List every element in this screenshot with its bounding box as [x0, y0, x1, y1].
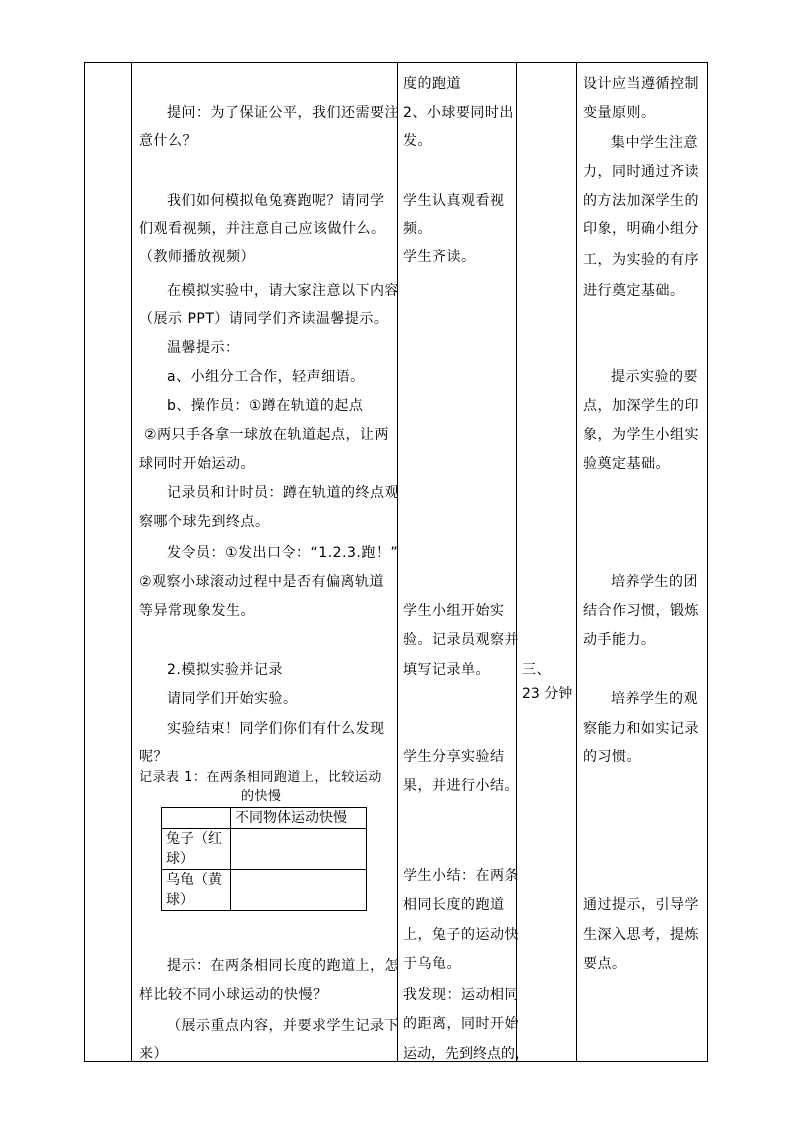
- teacher-hint: 提示：在两条相同长度的跑道上，怎: [167, 958, 399, 974]
- design-intent: 进行奠定基础。: [583, 283, 685, 299]
- student-text: 学生认真观看视: [403, 193, 505, 209]
- design-intent: 通过提示，引导学: [583, 897, 699, 913]
- tips-item: 察哪个球先到终点。: [139, 514, 270, 530]
- design-intent: 象，为学生小组实: [583, 427, 699, 443]
- tips-item: 等异常现象发生。: [139, 603, 255, 619]
- student-text: 运动，先到终点的，: [403, 1046, 529, 1062]
- student-text: 的距离，同时开始: [403, 1016, 519, 1032]
- tips-item: 发令员：①发出口令：“1.2.3.跑！”: [167, 545, 399, 561]
- student-text: 频。: [403, 221, 432, 237]
- design-intent: 验奠定基础。: [583, 456, 670, 472]
- student-text: 果，并进行小结。: [403, 778, 519, 794]
- table-cell: [231, 829, 367, 870]
- column-divider: [516, 62, 517, 1062]
- tips-item: ②两只手各拿一球放在轨道起点，让两: [144, 427, 390, 443]
- teacher-question: 提问：为了保证公平，我们还需要注: [167, 105, 399, 121]
- tips-item: 球同时开始运动。: [139, 456, 255, 472]
- design-intent: 设计应当遵循控制: [583, 76, 699, 92]
- tips-item: 记录员和计时员：蹲在轨道的终点观: [167, 485, 399, 501]
- student-text: 度的跑道: [403, 76, 461, 92]
- column-divider: [131, 62, 132, 1062]
- design-intent: 生深入思考，提炼: [583, 927, 699, 943]
- design-intent: 察能力和如实记录: [583, 721, 699, 737]
- student-text: 学生小结：在两条: [403, 868, 519, 884]
- table-header-cell: 不同物体运动快慢: [231, 808, 367, 829]
- design-intent: 变量原则。: [583, 105, 656, 121]
- design-intent: 培养学生的团: [611, 574, 698, 590]
- student-text: 我发现：运动相同: [403, 987, 519, 1003]
- teacher-text: （展示 PPT）请同学们齐读温馨提示。: [139, 311, 389, 327]
- record-table: [161, 807, 367, 911]
- teacher-text: 在模拟实验中，请大家注意以下内容: [167, 283, 399, 299]
- design-intent: 培养学生的观: [611, 691, 698, 707]
- teacher-text: 请同学们开始实验。: [167, 691, 298, 707]
- teacher-text: 呢？: [139, 749, 168, 765]
- design-intent: 要点。: [583, 956, 627, 972]
- student-text: 2、小球要同时出: [403, 105, 514, 121]
- tips-item: ②观察小球滚动过程中是否有偏离轨道: [139, 574, 385, 590]
- student-text: 填写记录单。: [403, 662, 490, 678]
- teacher-text: 来）: [139, 1046, 168, 1062]
- teacher-question: 意什么？: [139, 133, 197, 149]
- table-cell: [162, 808, 231, 829]
- design-intent: 印象，明确小组分: [583, 221, 699, 237]
- student-text: 相同长度的跑道: [403, 897, 505, 913]
- record-table-title: 记录表 1：在两条相同跑道上，比较运动: [139, 770, 382, 785]
- tips-heading: 温馨提示：: [167, 340, 240, 356]
- teacher-text: （教师播放视频）: [139, 249, 255, 265]
- design-intent: 集中学生注意: [611, 135, 698, 151]
- student-text: 学生小组开始实: [403, 603, 505, 619]
- design-intent: 提示实验的要: [611, 369, 698, 385]
- table-row-label: 兔子（红 球）: [162, 829, 231, 870]
- design-intent: 结合作习惯，锻炼: [583, 603, 699, 619]
- section-heading: 2.模拟实验并记录: [167, 662, 283, 678]
- design-intent: 的习惯。: [583, 749, 641, 765]
- teacher-text: 实验结束！同学们你们有什么发现: [167, 721, 385, 737]
- tips-item: b、操作员：①蹲在轨道的起点: [167, 398, 364, 414]
- design-intent: 点，加深学生的印: [583, 398, 699, 414]
- design-intent: 动手能力。: [583, 632, 656, 648]
- student-text: 学生分享实验结: [403, 749, 505, 765]
- table-row-label: 乌龟（黄 球）: [162, 870, 231, 911]
- student-text: 上，兔子的运动快: [403, 927, 519, 943]
- stage-label: 三、: [522, 662, 551, 678]
- design-intent: 的方法加深学生的: [583, 193, 699, 209]
- teacher-text: 我们如何模拟龟兔赛跑呢？请同学: [167, 193, 385, 209]
- table-cell: [231, 870, 367, 911]
- design-intent: 工，为实验的有序: [583, 252, 699, 268]
- column-divider: [576, 62, 577, 1062]
- teacher-text: （展示重点内容，并要求学生记录下: [167, 1018, 399, 1034]
- student-text: 学生齐读。: [403, 249, 476, 265]
- student-text: 于乌龟。: [403, 956, 461, 972]
- tips-item: a、小组分工合作，轻声细语。: [167, 369, 365, 385]
- student-text: 发。: [403, 133, 432, 149]
- record-table-title: 的快慢: [241, 789, 282, 804]
- teacher-hint: 样比较不同小球运动的快慢？: [139, 987, 328, 1003]
- stage-time: 23 分钟: [522, 686, 573, 702]
- design-intent: 力，同时通过齐读: [583, 164, 699, 180]
- teacher-text: 们观看视频，并注意自己应该做什么。: [139, 221, 386, 237]
- student-text: 验。记录员观察并: [403, 632, 519, 648]
